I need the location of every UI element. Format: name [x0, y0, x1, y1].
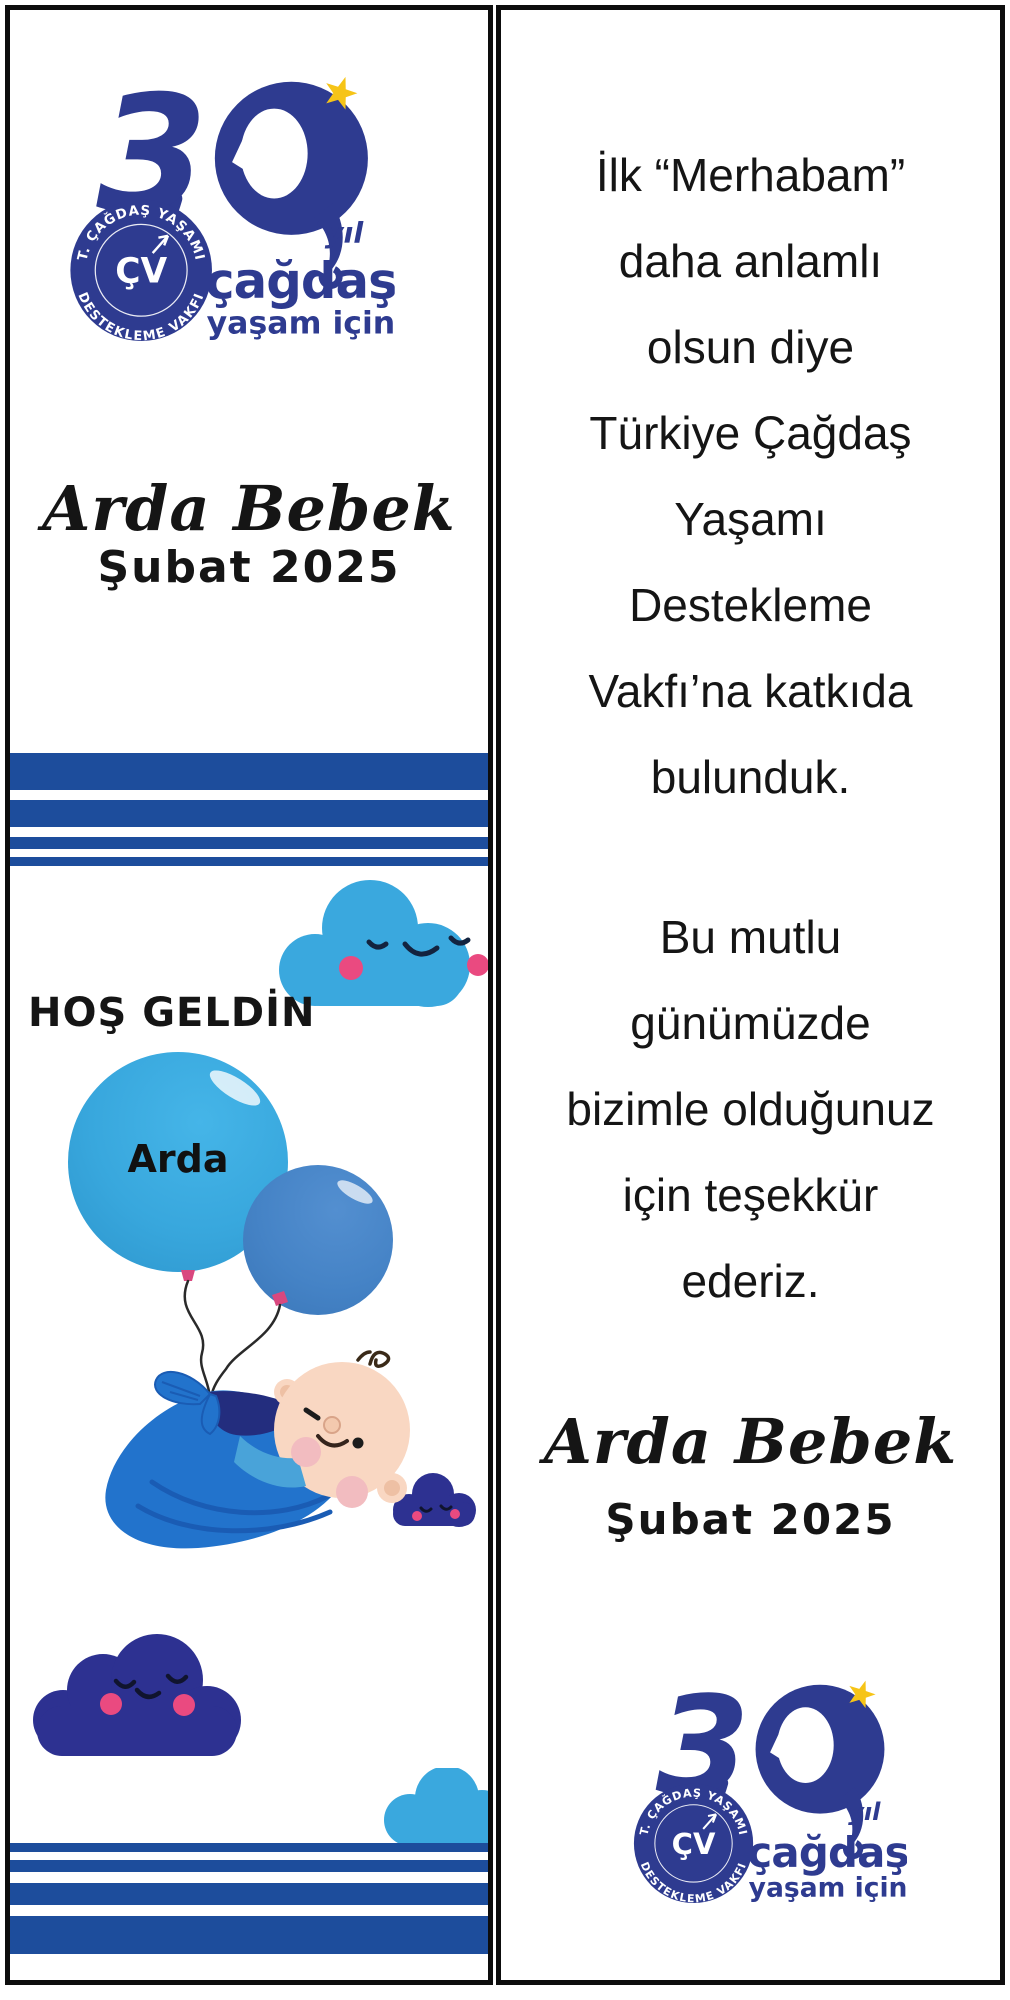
- message-line: ederiz.: [681, 1255, 820, 1307]
- message-line: Destekleme: [629, 579, 872, 631]
- message-line: Vakfı’na katkıda: [588, 665, 913, 717]
- stripe-band-bottom: [10, 1843, 488, 1954]
- baby-hair-curl: [358, 1352, 389, 1366]
- message-line: Türkiye Çağdaş: [589, 407, 912, 459]
- message-line: için teşekkür: [622, 1169, 879, 1221]
- stripe: [10, 837, 488, 849]
- cydv-30th-anniversary-logo: [617, 1662, 907, 1904]
- birth-date: Şubat 2025: [605, 1495, 896, 1544]
- balloon-name-label: Arda: [127, 1137, 229, 1181]
- welcome-text: HOŞ GELDİN: [28, 990, 316, 1036]
- stripe: [10, 1860, 488, 1872]
- message-line: bulunduk.: [650, 751, 851, 803]
- baby-nose: [324, 1417, 340, 1433]
- baby-in-bundle-illustration: [40, 1330, 410, 1565]
- message-line: Bu mutlu: [659, 911, 842, 963]
- baby-eye: [353, 1438, 364, 1449]
- stripe: [10, 800, 488, 827]
- stripe: [10, 1843, 488, 1852]
- message-line: İlk “Merhabam”: [595, 149, 906, 201]
- message-line: daha anlamlı: [618, 235, 883, 287]
- cydv-30th-anniversary-logo: [50, 55, 395, 342]
- thank-you-message: [501, 132, 1000, 820]
- balloon-highlight: [334, 1176, 376, 1208]
- sleeping-navy-cloud-illustration: [15, 1618, 250, 1768]
- bookmark-front: [5, 5, 493, 1985]
- baby-name: Arda Bebek: [42, 472, 456, 545]
- balloon-highlight: [205, 1064, 265, 1112]
- message-line: Yaşamı: [674, 493, 827, 545]
- stripe: [10, 1883, 488, 1905]
- bookmark-back: [496, 5, 1005, 1985]
- partial-cloud-corner: [372, 1768, 493, 1848]
- stripe: [10, 857, 488, 866]
- message-line: günümüzde: [630, 997, 871, 1049]
- stripe: [10, 1916, 488, 1954]
- gratitude-message: [501, 894, 1000, 1324]
- birth-date: Şubat 2025: [97, 542, 401, 593]
- message-line: olsun diye: [646, 321, 855, 373]
- message-line: bizimle olduğunuz: [566, 1083, 935, 1135]
- stripe: [10, 753, 488, 790]
- baby-name: Arda Bebek: [543, 1405, 958, 1478]
- stripe-band-top: [10, 753, 488, 866]
